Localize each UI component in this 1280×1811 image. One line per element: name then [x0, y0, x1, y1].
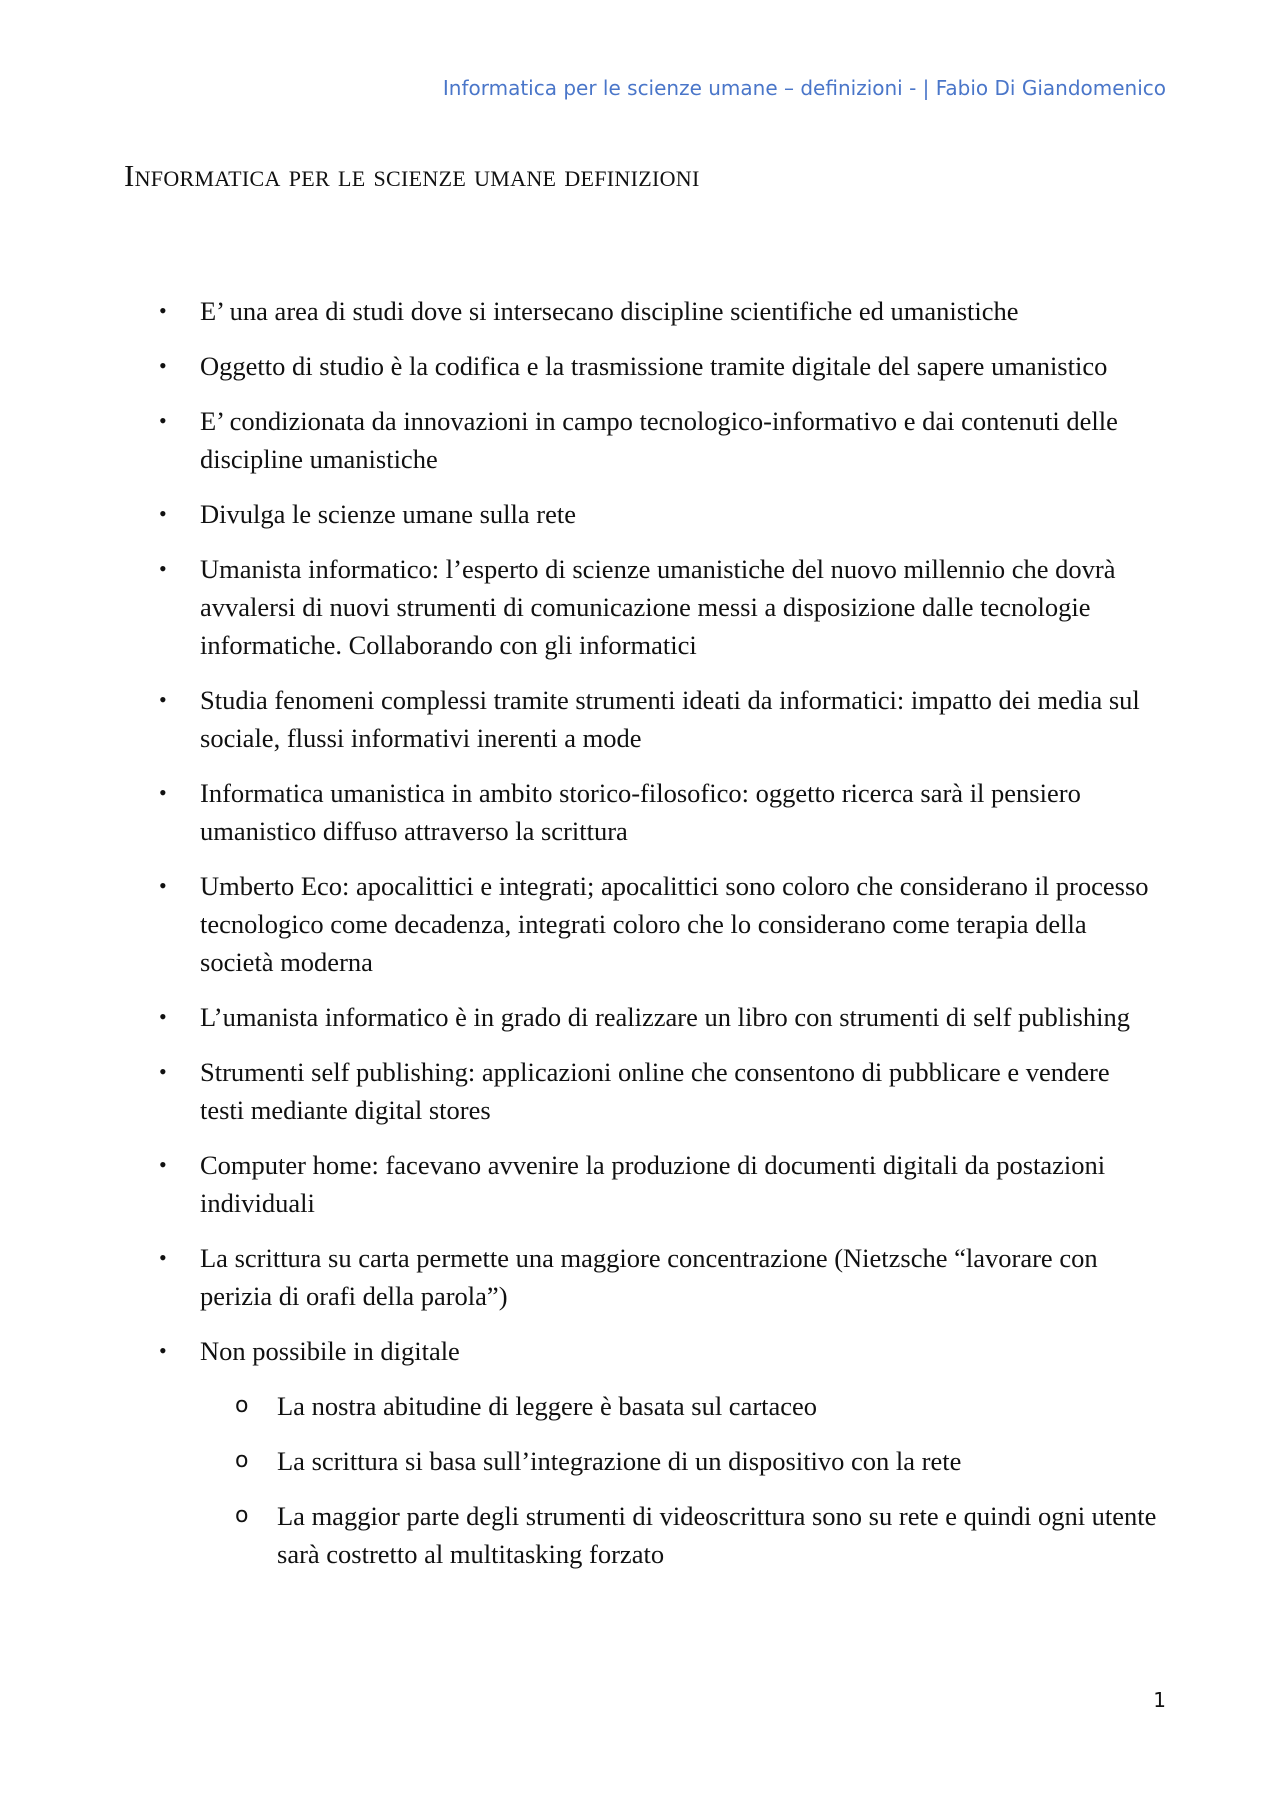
list-item	[158, 495, 1158, 533]
sub-list-item-text: La scrittura si basa sull’integrazione di un dispositivo con la rete	[277, 1446, 962, 1476]
list-item-text: Non possibile in digitale	[200, 1336, 460, 1366]
list-item	[158, 292, 1158, 330]
list-item	[158, 867, 1158, 981]
sub-list-item	[235, 1442, 1158, 1480]
sub-list-item	[235, 1387, 1158, 1425]
bullet-marker: •	[159, 1059, 167, 1084]
bullet-marker: •	[159, 501, 167, 526]
bullet-marker: •	[159, 298, 167, 323]
sub-list-item	[235, 1497, 1158, 1573]
document-body	[158, 292, 1158, 1590]
bullet-marker: •	[159, 780, 167, 805]
list-item-text: Divulga le scienze umane sulla rete	[200, 499, 576, 529]
list-item	[158, 347, 1158, 385]
bullet-marker: •	[159, 1245, 167, 1270]
list-item-text: Umanista informatico: l’esperto di scienze umanistiche del nuovo millennio che dovrà avvalersi di nuovi strumenti di comunicazione messi a disposizione dalle tecnologie informatiche. Collaborando con gli informatici	[200, 554, 1116, 660]
sub-bullet-list	[200, 1387, 1158, 1573]
bullet-marker: •	[159, 687, 167, 712]
list-item-text: Studia fenomeni complessi tramite strumenti ideati da informatici: impatto dei media sul sociale, flussi informativi inerenti a mode	[200, 685, 1140, 753]
list-item	[158, 774, 1158, 850]
bullet-marker: •	[159, 353, 167, 378]
list-item	[158, 681, 1158, 757]
list-item	[158, 1146, 1158, 1222]
running-header: Informatica per le scienze umane – definizioni - | Fabio Di Giandomenico	[442, 76, 1166, 100]
bullet-marker: •	[159, 1338, 167, 1363]
sub-bullet-marker: o	[235, 1503, 249, 1528]
list-item-text: La scrittura su carta permette una maggiore concentrazione (Nietzsche “lavorare con perizia di orafi della parola”)	[200, 1243, 1098, 1311]
bullet-marker: •	[159, 408, 167, 433]
list-item	[158, 998, 1158, 1036]
page-number: 1	[1153, 1688, 1166, 1712]
list-item-text: Umberto Eco: apocalittici e integrati; apocalittici sono coloro che considerano il processo tecnologico come decadenza, integrati coloro che lo considerano come terapia della società moderna	[200, 871, 1149, 977]
list-item-text: Computer home: facevano avvenire la produzione di documenti digitali da postazioni individuali	[200, 1150, 1106, 1218]
list-item	[158, 1239, 1158, 1315]
sub-list-item-text: La nostra abitudine di leggere è basata sul cartaceo	[277, 1391, 818, 1421]
list-item-text: Oggetto di studio è la codifica e la trasmissione tramite digitale del sapere umanistico	[200, 351, 1108, 381]
list-item-text: Strumenti self publishing: applicazioni online che consentono di pubblicare e vendere testi mediante digital stores	[200, 1057, 1110, 1125]
sub-bullet-marker: o	[235, 1448, 249, 1473]
list-item-text: E’ condizionata da innovazioni in campo tecnologico-informativo e dai contenuti delle discipline umanistiche	[200, 406, 1118, 474]
list-item-text: Informatica umanistica in ambito storico-filosofico: oggetto ricerca sarà il pensiero umanistico diffuso attraverso la scrittura	[200, 778, 1081, 846]
list-item	[158, 550, 1158, 664]
bullet-marker: •	[159, 1152, 167, 1177]
document-title: Informatica per le scienze umane definizioni	[124, 158, 700, 193]
list-item	[158, 1332, 1158, 1573]
list-item	[158, 402, 1158, 478]
sub-list-item-text: La maggior parte degli strumenti di videoscrittura sono su rete e quindi ogni utente sarà costretto al multitasking forzato	[277, 1501, 1157, 1569]
bullet-marker: •	[159, 873, 167, 898]
list-item-text: E’ una area di studi dove si intersecano discipline scientifiche ed umanistiche	[200, 296, 1019, 326]
bullet-list	[158, 292, 1158, 1573]
bullet-marker: •	[159, 556, 167, 581]
sub-bullet-marker: o	[235, 1393, 249, 1418]
bullet-marker: •	[159, 1004, 167, 1029]
list-item-text: L’umanista informatico è in grado di realizzare un libro con strumenti di self publishing	[200, 1002, 1130, 1032]
list-item	[158, 1053, 1158, 1129]
